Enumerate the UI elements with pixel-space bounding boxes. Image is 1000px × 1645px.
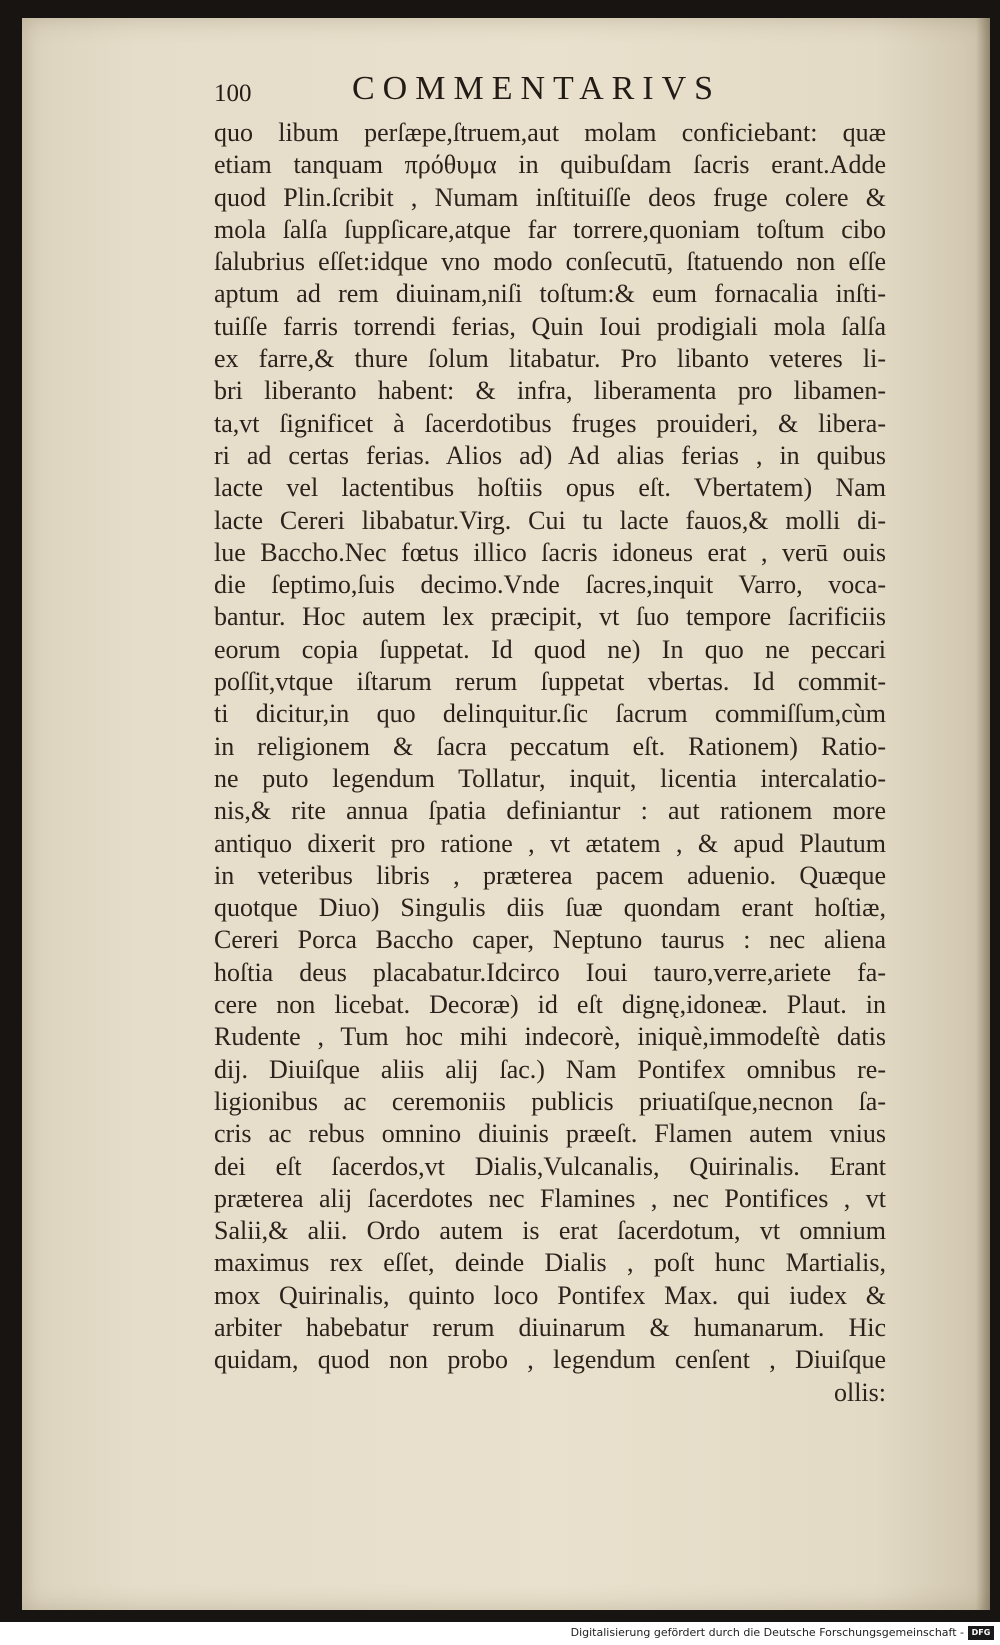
text-line: ex farre,& thure ſolum litabatur. Pro libanto veteres li- xyxy=(214,344,886,374)
text-line: Cereri Porca Baccho caper, Neptuno taurus : nec aliena xyxy=(214,925,886,955)
text-line: bri liberanto habent: & infra, liberamenta pro libamen- xyxy=(214,376,886,406)
page-number: 100 xyxy=(214,80,252,107)
text-line: ligionibus ac ceremoniis publicis priuatiſque,necnon ſa- xyxy=(214,1086,886,1116)
text-line: ta,vt ſignificet à ſacerdotibus fruges prouideri, & libera- xyxy=(214,408,886,438)
text-line: quidam, quod non probo , legendum cenſent , Diuiſque xyxy=(214,1345,886,1375)
text-line: nis,& rite annua ſpatia definiantur : aut rationem more xyxy=(214,796,886,826)
text-line: tuiſſe farris torrendi ferias, Quin Ioui prodigiali mola ſalſa xyxy=(214,311,886,341)
text-line: arbiter habebatur rerum diuinarum & humanarum. Hic xyxy=(214,1312,886,1342)
text-line: ri ad certas ferias. Alios ad) Ad alias ferias , in quibus xyxy=(214,440,886,470)
text-line: mola ſalſa ſuppſicare,atque far torrere,quoniam toſtum cibo xyxy=(214,214,886,244)
page-header xyxy=(214,66,854,114)
page-edge-shadow xyxy=(976,18,990,1610)
text-line: mox Quirinalis, quinto loco Pontifex Max. qui iudex & xyxy=(214,1280,886,1310)
text-line: etiam tanquam πρόθυμα in quibuſdam ſacris erant.Adde xyxy=(214,150,886,180)
text-line: ti dicitur,in quo delinquitur.ſic ſacrum commiſſum,cùm xyxy=(214,699,886,729)
running-title: COMMENTARIVS xyxy=(352,70,722,107)
text-line: aptum ad rem diuinam,niſi toſtum:& eum fornacalia inſti- xyxy=(214,279,886,309)
text-line: antiquo dixerit pro ratione , vt ætatem , & apud Plautum xyxy=(214,828,886,858)
text-line: hoſtia deus placabatur.Idcirco Ioui tauro,verre,ariete fa- xyxy=(214,957,886,987)
text-line: eorum copia ſuppetat. Id quod ne) In quo ne peccari xyxy=(214,634,886,664)
catchword: ollis: xyxy=(833,1377,886,1407)
text-line: maximus rex eſſet, deinde Dialis , poſt hunc Martialis, xyxy=(214,1248,886,1278)
text-line: Rudente , Tum hoc mihi indecorè, iniquè,immodeſtè datis xyxy=(214,1022,886,1052)
text-line: dei eſt ſacerdos,vt Dialis,Vulcanalis, Quirinalis. Erant xyxy=(214,1151,886,1181)
dfg-logo: DFG xyxy=(968,1626,994,1640)
footer-bar xyxy=(0,1622,1000,1645)
text-line: lacte vel lactentibus hoſtiis opus eſt. Vbertatem) Nam xyxy=(214,473,886,503)
text-line: cris ac rebus omnino diuinis præeſt. Flamen autem vnius xyxy=(214,1119,886,1149)
text-line: Salii,& alii. Ordo autem is erat ſacerdotum, vt omnium xyxy=(214,1216,886,1246)
text-line: quo libum perſæpe,ſtruem,aut molam conficiebant: quæ xyxy=(214,118,886,147)
text-line: cere non licebat. Decoræ) id eſt dignę,idoneæ. Plaut. in xyxy=(214,990,886,1020)
text-line: in religionem & ſacra peccatum eſt. Rationem) Ratio- xyxy=(214,731,886,761)
text-line: poſſit,vtque iſtarum rerum ſuppetat vbertas. Id commit- xyxy=(214,667,886,697)
text-line: lacte Cereri libabatur.Virg. Cui tu lacte fauos,& molli di- xyxy=(214,505,886,535)
text-line: ne puto legendum Tollatur, inquit, licentia intercalatio- xyxy=(214,763,886,793)
text-line: quotque Diuo) Singulis diis ſuæ quondam erant hoſtiæ, xyxy=(214,893,886,923)
text-line: ſalubrius eſſet:idque vno modo conſecutū, ſtatuendo non eſſe xyxy=(214,247,886,277)
text-line: præterea alij ſacerdotes nec Flamines , nec Pontifices , vt xyxy=(214,1183,886,1213)
text-line: in veteribus libris , præterea pacem aduenio. Quæque xyxy=(214,860,886,890)
funding-credit: Digitalisierung gefördert durch die Deutsche Forschungsgemeinschaft - xyxy=(570,1626,964,1639)
text-line: die ſeptimo,ſuis decimo.Vnde ſacres,inquit Varro, voca- xyxy=(214,570,886,600)
text-line: dij. Diuiſque aliis alij ſac.) Nam Pontifex omnibus re- xyxy=(214,1054,886,1084)
text-line: quod Plin.ſcribit , Numam inſtituiſſe deos fruge colere & xyxy=(214,182,886,212)
text-line: bantur. Hoc autem lex præcipit, vt ſuo tempore ſacrificiis xyxy=(214,602,886,632)
body-text xyxy=(214,117,886,1409)
text-line: lue Baccho.Nec fœtus illico ſacris idoneus erat , verū ouis xyxy=(214,537,886,567)
